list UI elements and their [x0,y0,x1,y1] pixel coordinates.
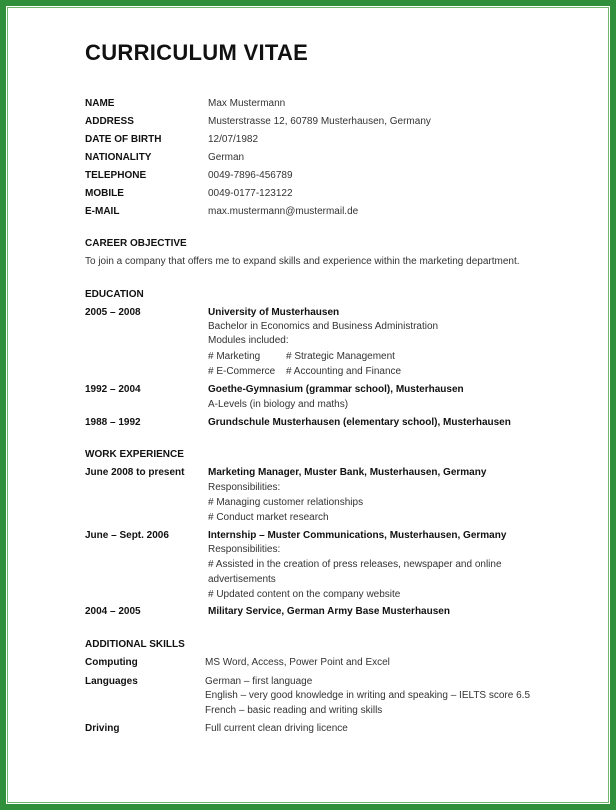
entry-period: June 2008 to present [85,467,185,478]
education-title: Goethe-Gymnasium (grammar school), Musterhausen [208,384,464,395]
education-title: Grundschule Musterhausen (elementary school), Musterhausen [208,417,511,428]
skill-label: Computing [85,657,138,668]
work-detail: advertisements [208,574,276,585]
personal-label: ADDRESS [85,116,134,127]
section-heading-career-objective: CAREER OBJECTIVE [85,238,187,249]
personal-label: NATIONALITY [85,152,152,163]
education-module: # Marketing [208,351,261,362]
education-title: University of Musterhausen [208,307,340,318]
education-module: # Strategic Management [286,351,395,362]
work-title: Military Service, German Army Base Musterhausen [208,606,450,617]
career-objective-text: To join a company that offers me to expand skills and experience within the marketing department. [85,256,520,267]
education-detail: Bachelor in Economics and Business Administration [208,321,439,332]
personal-value: Musterstrasse 12, 60789 Musterhausen, Germany [208,116,431,127]
personal-label: TELEPHONE [85,170,147,181]
entry-period: 1988 – 1992 [85,417,141,428]
skill-detail: English – very good knowledge in writing and speaking – IELTS score 6.5 [205,690,531,701]
personal-value: German [208,152,245,163]
education-detail: A-Levels (in biology and maths) [208,399,349,410]
section-heading-work-experience: WORK EXPERIENCE [85,449,184,460]
work-title: Internship – Muster Communications, Musterhausen, Germany [208,530,507,541]
education-module-row [208,350,395,364]
entry-period: June – Sept. 2006 [85,530,169,541]
section-heading-education: EDUCATION [85,289,144,300]
skill-detail: MS Word, Access, Power Point and Excel [205,657,390,668]
entry-period: 2005 – 2008 [85,307,141,318]
personal-label: MOBILE [85,188,124,199]
personal-value: 0049-0177-123122 [208,188,293,199]
work-detail: Responsibilities: [208,544,281,555]
skill-label: Languages [85,676,138,687]
entry-period: 2004 – 2005 [85,606,141,617]
work-detail: Responsibilities: [208,482,281,493]
education-module-row [208,365,401,379]
skill-label: Driving [85,723,120,734]
skill-detail: German – first language [205,676,313,687]
work-title: Marketing Manager, Muster Bank, Musterhausen, Germany [208,467,487,478]
section-heading-additional-skills: ADDITIONAL SKILLS [85,639,185,650]
work-detail: # Conduct market research [208,512,329,523]
document-title: CURRICULUM VITAE [85,40,309,65]
skill-detail: French – basic reading and writing skills [205,705,383,716]
work-detail: # Managing customer relationships [208,497,364,508]
work-detail: # Assisted in the creation of press releases, newspaper and online [208,559,502,570]
personal-label: DATE OF BIRTH [85,134,162,145]
personal-label: E-MAIL [85,206,120,217]
personal-value: max.mustermann@mustermail.de [208,206,359,217]
work-detail: # Updated content on the company website [208,589,401,600]
personal-value: Max Mustermann [208,98,286,109]
entry-period: 1992 – 2004 [85,384,141,395]
skill-detail: Full current clean driving licence [205,723,348,734]
personal-value: 0049-7896-456789 [208,170,293,181]
education-detail: Modules included: [208,335,289,346]
personal-value: 12/07/1982 [208,134,259,145]
education-module: # Accounting and Finance [286,366,402,377]
personal-label: NAME [85,98,115,109]
education-module: # E-Commerce [208,366,276,377]
